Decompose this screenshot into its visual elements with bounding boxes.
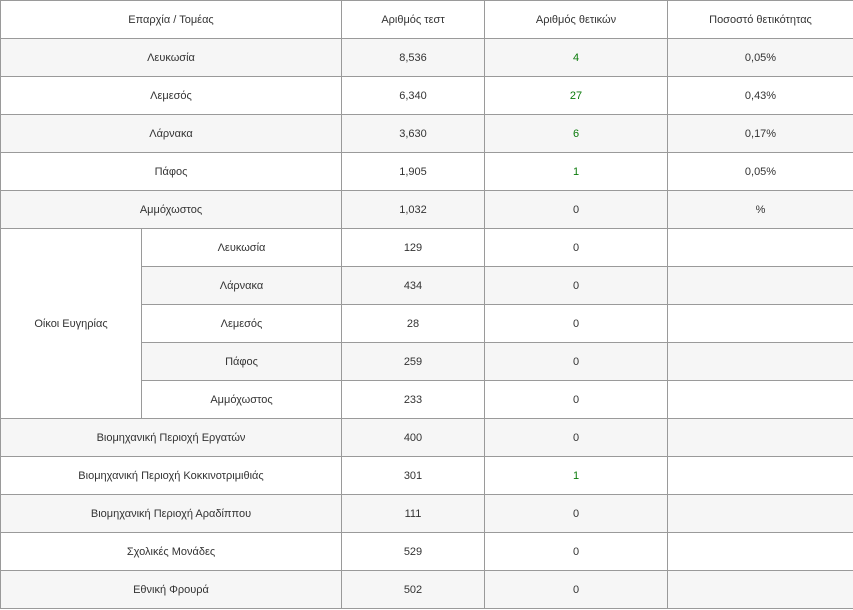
care-home-positives: 0: [485, 381, 668, 419]
district-positives: 6: [485, 115, 668, 153]
empty-cell: [668, 533, 853, 571]
empty-cell: [668, 229, 853, 267]
table-row: [1, 495, 853, 533]
sector-name: Βιομηχανική Περιοχή Αραδίππου: [1, 495, 342, 533]
care-home-district: Πάφος: [142, 343, 342, 381]
sector-name: Εθνική Φρουρά: [1, 571, 342, 609]
care-home-tests: 259: [342, 343, 485, 381]
district-tests: 1,905: [342, 153, 485, 191]
care-home-district: Λάρνακα: [142, 267, 342, 305]
care-home-positives: 0: [485, 229, 668, 267]
district-name: Πάφος: [1, 153, 342, 191]
care-home-district: Αμμόχωστος: [142, 381, 342, 419]
sector-name: Βιομηχανική Περιοχή Κοκκινοτριμιθιάς: [1, 457, 342, 495]
district-name: Αμμόχωστος: [1, 191, 342, 229]
sector-positives: 0: [485, 533, 668, 571]
empty-cell: [668, 343, 853, 381]
table-row: [1, 115, 853, 153]
header-positivity-rate: Ποσοστό θετικότητας: [668, 1, 853, 39]
district-tests: 6,340: [342, 77, 485, 115]
sector-positives: 0: [485, 571, 668, 609]
care-home-positives: 0: [485, 267, 668, 305]
district-rate: 0,43%: [668, 77, 853, 115]
district-rate: 0,05%: [668, 153, 853, 191]
table-row: [1, 533, 853, 571]
district-tests: 8,536: [342, 39, 485, 77]
sector-positives: 0: [485, 419, 668, 457]
sector-tests: 529: [342, 533, 485, 571]
care-home-positives: 0: [485, 305, 668, 343]
district-rate: %: [668, 191, 853, 229]
sector-name: Σχολικές Μονάδες: [1, 533, 342, 571]
care-homes-label: Οίκοι Ευγηρίας: [1, 229, 142, 419]
empty-cell: [668, 267, 853, 305]
sector-tests: 502: [342, 571, 485, 609]
care-home-tests: 129: [342, 229, 485, 267]
table-row: [1, 191, 853, 229]
district-positives: 27: [485, 77, 668, 115]
table-header-row: [1, 1, 853, 39]
sector-tests: 400: [342, 419, 485, 457]
empty-cell: [668, 495, 853, 533]
sector-positives: 0: [485, 495, 668, 533]
district-name: Λάρνακα: [1, 115, 342, 153]
table-row: [1, 571, 853, 609]
table-row: [1, 39, 853, 77]
district-tests: 3,630: [342, 115, 485, 153]
table-row: [1, 153, 853, 191]
table-row: [1, 419, 853, 457]
sector-positives: 1: [485, 457, 668, 495]
sector-tests: 301: [342, 457, 485, 495]
district-positives: 0: [485, 191, 668, 229]
district-name: Λευκωσία: [1, 39, 342, 77]
care-home-positives: 0: [485, 343, 668, 381]
care-home-district: Λευκωσία: [142, 229, 342, 267]
header-tests: Αριθμός τεστ: [342, 1, 485, 39]
table-row: [1, 77, 853, 115]
empty-cell: [668, 419, 853, 457]
sector-name: Βιομηχανική Περιοχή Εργατών: [1, 419, 342, 457]
empty-cell: [668, 305, 853, 343]
care-home-tests: 434: [342, 267, 485, 305]
header-district: Επαρχία / Τομέας: [1, 1, 342, 39]
district-rate: 0,05%: [668, 39, 853, 77]
care-home-tests: 233: [342, 381, 485, 419]
district-tests: 1,032: [342, 191, 485, 229]
sector-tests: 111: [342, 495, 485, 533]
table-row: [1, 229, 853, 267]
district-name: Λεμεσός: [1, 77, 342, 115]
empty-cell: [668, 457, 853, 495]
header-positives: Αριθμός θετικών: [485, 1, 668, 39]
care-home-district: Λεμεσός: [142, 305, 342, 343]
care-home-tests: 28: [342, 305, 485, 343]
empty-cell: [668, 571, 853, 609]
district-positives: 1: [485, 153, 668, 191]
district-rate: 0,17%: [668, 115, 853, 153]
table-row: [1, 457, 853, 495]
empty-cell: [668, 381, 853, 419]
district-positives: 4: [485, 39, 668, 77]
